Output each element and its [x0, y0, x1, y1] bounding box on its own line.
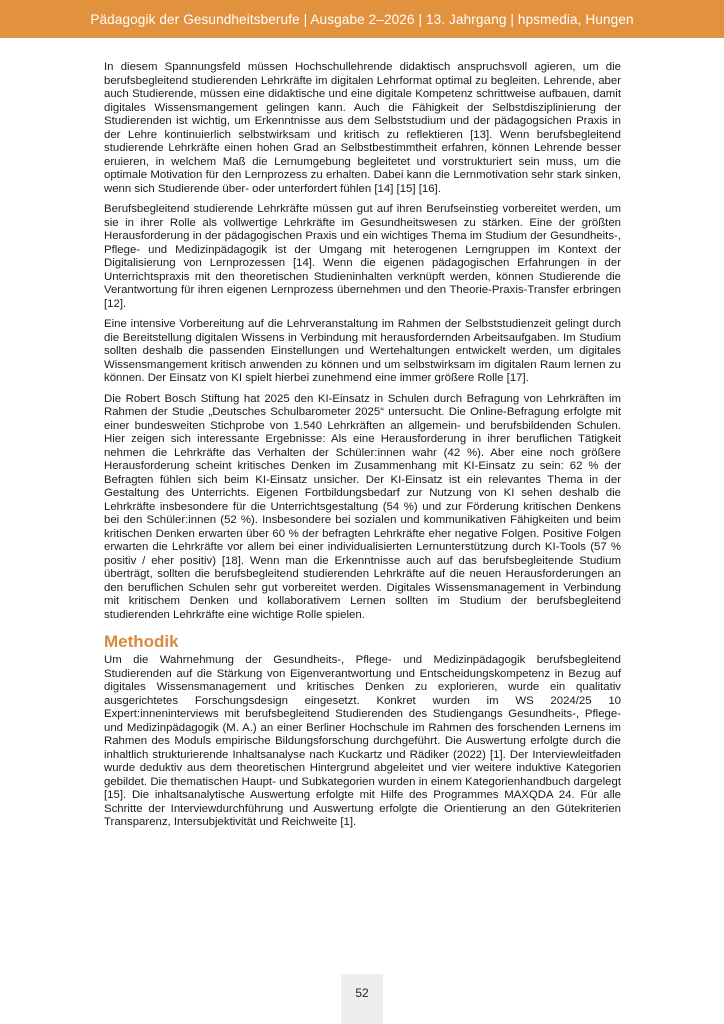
- journal-header-bar: [0, 0, 724, 38]
- paragraph: Berufsbegleitend studierende Lehrkräfte müssen gut auf ihren Berufseinstieg vorbereitet werden, um sie in ihrer Rolle als vollwertige Lehrkräfte im Gesundheitswesen zu stärken. Eine der größten Herausforderung in der pädagogischen Praxis und ein wichtiges Thema im Studium der Gesundheits-, Pflege- und Medizinpädagogik ist der Umgang mit heterogenen Lerngruppen im Kontext der Digitalisierung von Lernprozessen [14]. Wenn die eigenen pädagogischen Erfahrungen in der Unterrichtspraxis mit den theoretischen Studieninhalten verknüpft werden, können Studierende die Verantwortung für ihren eigenen Lernprozess übernehmen und den Theorie-Praxis-Transfer erbringen [12].: [104, 203, 621, 310]
- page-number-box: [341, 974, 383, 1024]
- page-number: 52: [355, 986, 369, 1000]
- paragraph: Die Robert Bosch Stiftung hat 2025 den KI-Einsatz in Schulen durch Befragung von Lehrkräften im Rahmen der Studie „Deutsches Schulbarometer 2025“ untersucht. Die Online-Befragung erfolgte mit einer bundesweiten Stichprobe von 1.540 Lehrkräften an allgemein- und berufsbildenden Schulen. Hier zeigen sich interessante Ergebnisse: Als eine Herausforderung in ihrer beruflichen Tätigkeit nehmen die Lehrkräfte das Verhalten der Schüler:innen wahr (42 %). Aber eine noch größere Herausforderung scheint kritisches Denken im Zusammenhang mit KI-Einsatz zu sein: 62 % der Befragten fühlen sich beim KI-Einsatz unsicher. Der KI-Einsatz ist ein relevantes Thema in der Gestaltung des Unterrichts. Eigenen Fortbildungsbedarf zur Nutzung von KI sehen deshalb die Lehrkräfte insbesondere für die Unterrichtsgestaltung (54 %) und zur Förderung kritischen Denkens bei den Schüler:innen (52 %). Insbesondere bei sozialen und kommunikativen Fähigkeiten und beim kritischen Denken erwarten über 60 % der befragten Lehrkräfte eher negative Folgen. Positive Folgen erwarten die Lehrkräfte vor allem bei einer individualisierten Lernunterstützung durch KI-Tools (57 % positiv / eher positiv) [18]. Wenn man die Erkenntnisse auch auf das berufsbegleitende Studium überträgt, sollten die berufsbegleitend studierenden Lehrkräfte auf die neuen Herausforderungen an den beruflichen Schulen sehr gut vorbereitet werden. Digitales Wissensmanagement in Verbindung mit kritischem Denken und kollaborativem Lernen sollten im Studium der berufsbegleitend studierenden Lehrkräfte eine wichtige Rolle spielen.: [104, 392, 621, 621]
- article-body: [104, 61, 621, 837]
- paragraph: In diesem Spannungsfeld müssen Hochschullehrende didaktisch anspruchsvoll agieren, um die berufsbegleitend studierenden Lehrkräfte im digitalen Lehrformat optimal zu begleiten. Lehrende, aber auch Studierende, müssen eine didaktische und eine digitale Kompetenz schrittweise aufbauen, damit digitales Wissensmangement gelingen kann. Auch die Fähigkeit der Selbstdisziplinierung der Studierenden ist wichtig, um Erkenntnisse aus dem Selbststudium und der pädagogsichen Praxis in der Lehre kontinuierlich selbstwirksam und kritisch zu reflektieren [13]. Wenn berufsbegleitend studierende Lehrkräfte einen hohen Grad an Selbstbestimmtheit erfahren, können Lehrende besser eruieren, in welchem Maß die Lernumgebung begleitetet und vorstrukturiert sein muss, um die optimale Motivation für den Lernprozess zu erhalten. Dabei kann die Lernmotivation sehr stark sinken, wenn sich Studierende über- oder unterfordert fühlen [14] [15] [16].: [104, 61, 621, 195]
- section-heading-methodik: Methodik: [104, 632, 179, 651]
- paragraph: Um die Wahrnehmung der Gesundheits-, Pflege- und Medizinpädagogik berufsbegleitend Studierenden auf die Stärkung von Eigenverantwortung und Entscheidungskompetenz in Bezug auf digitales Wissensmanagement und kritisches Denken zu explorieren, wurde ein qualitativ ausgerichtetes Forschungsdesign eingesetzt. Konkret wurden im WS 2024/25 10 Expert:inneninterviews mit berufsbegleitend Studierenden des Studiengangs Gesundheits-, Pflege- und Medizinpädagogik (M. A.) an einer Berliner Hochschule im Rahmen des forschenden Lernens im Rahmen des Moduls empirische Bildungsforschung durchgeführt. Die Auswertung erfolgte durch die inhaltlich strukturierende Inhaltsanalyse nach Kuckartz und Rädiker (2022) [1]. Der Interviewleitfaden wurde deduktiv aus dem theoretischen Hintergrund abgeleitet und vier weitere induktive Kategorien gebildet. Die thematischen Haupt- und Subkategorien wurden in einem Kategorienhandbuch dargelegt [15]. Die inhaltsanalytische Auswertung erfolgte mit Hilfe des Programmes MAXQDA 24. Für alle Schritte der Interviewdurchführung und Auswertung erfolgte die Orientierung an den Gütekriterien Transparenz, Intersubjektivität und Reichweite [1].: [104, 654, 621, 828]
- paragraph: Eine intensive Vorbereitung auf die Lehrveranstaltung im Rahmen der Selbststudienzeit gelingt durch die Bereitstellung digitalen Wissens in Verbindung mit herausfordernden Arbeitsaufgaben. Im Studium sollten deshalb die passenden Einstellungen und Wertehaltungen entwickelt werden, um digitales Wissensmangement kritisch anwenden zu können und um selbstwirksam im digitalen Raum lernen zu können. Der Einsatz von KI spielt hierbei zunehmend eine immer größere Rolle [17].: [104, 318, 621, 384]
- journal-header-text: Pädagogik der Gesundheitsberufe | Ausgabe 2–2026 | 13. Jahrgang | hpsmedia, Hungen: [90, 11, 634, 27]
